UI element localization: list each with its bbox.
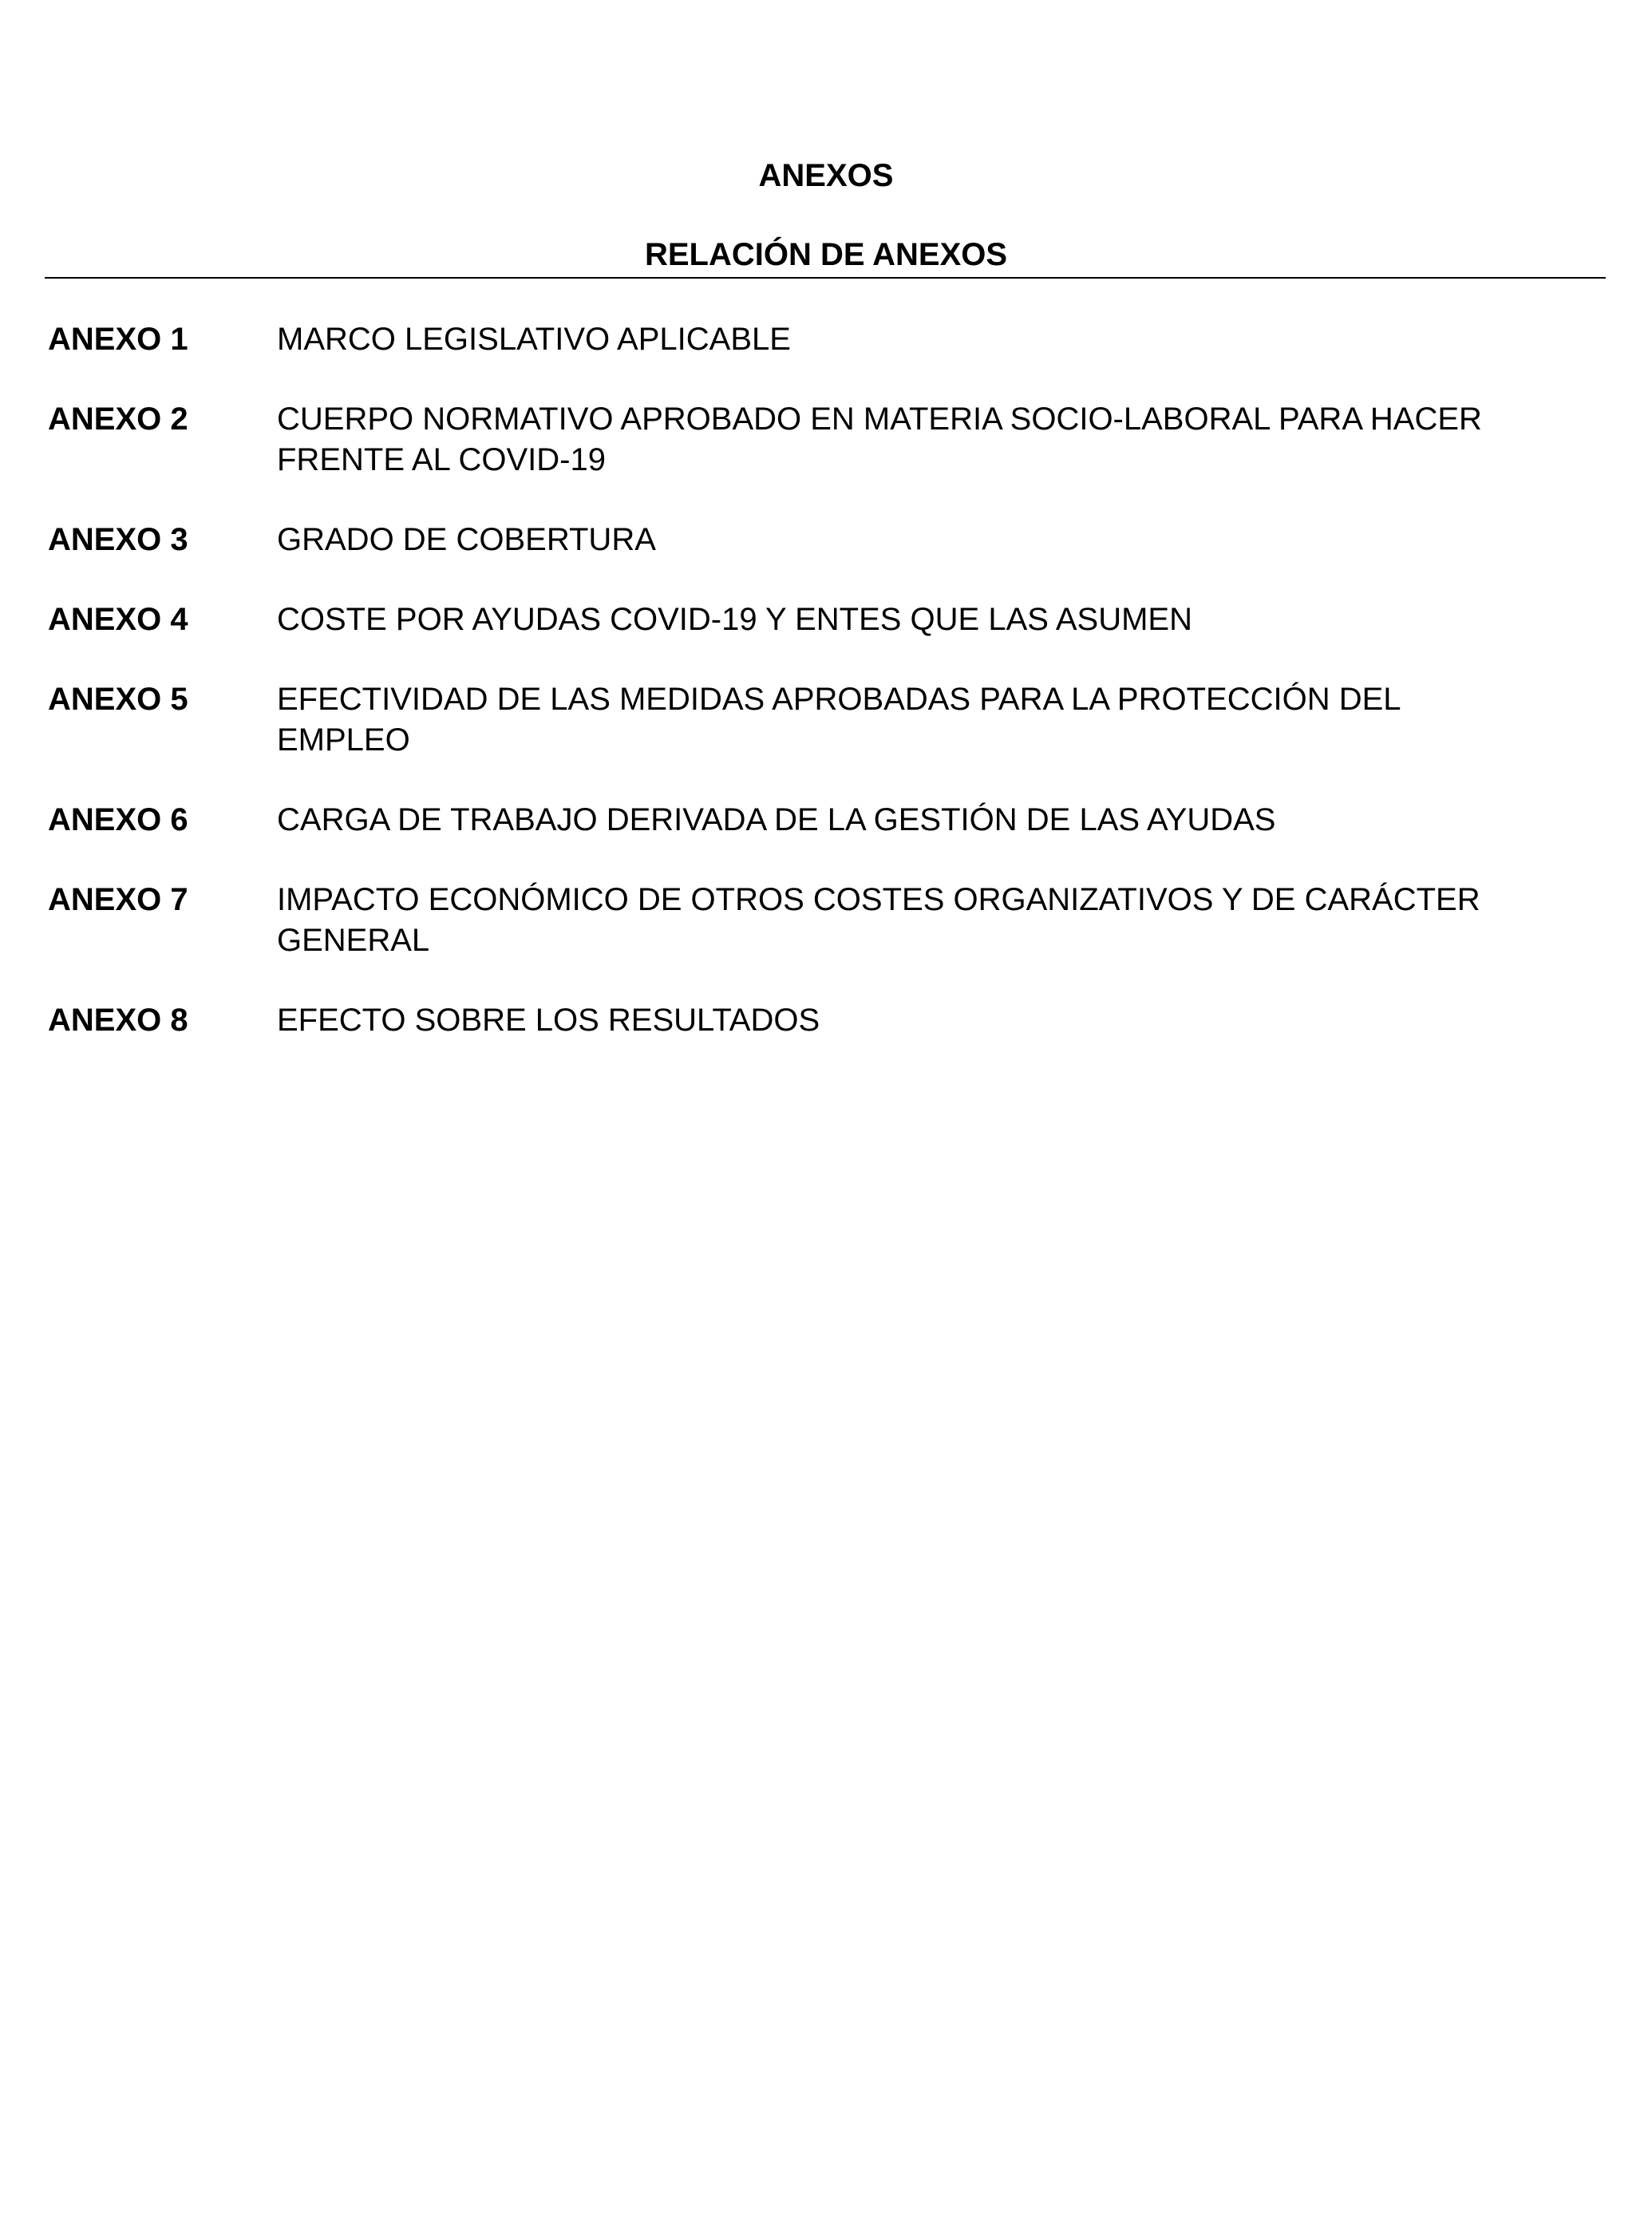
annex-label: ANEXO 5 <box>48 682 188 717</box>
title-divider <box>45 277 1606 279</box>
annex-label: ANEXO 7 <box>48 882 188 917</box>
annex-title: EFECTO SOBRE LOS RESULTADOS <box>277 1003 820 1038</box>
section-title: RELACIÓN DE ANEXOS <box>644 237 1008 272</box>
annex-item-8 <box>48 1000 1564 1041</box>
annex-item-5 <box>48 679 1564 761</box>
annex-item-7 <box>48 880 1564 961</box>
annex-title: COSTE POR AYUDAS COVID-19 Y ENTES QUE LAS ASUMEN <box>277 602 1192 637</box>
annex-label: ANEXO 1 <box>48 322 188 357</box>
annex-label: ANEXO 6 <box>48 802 188 837</box>
page-title: ANEXOS <box>758 158 894 193</box>
annex-item-6 <box>48 800 1564 841</box>
annex-item-1 <box>48 319 1564 360</box>
annex-list <box>48 319 1564 1080</box>
annex-title: MARCO LEGISLATIVO APLICABLE <box>277 322 791 357</box>
annex-title: CARGA DE TRABAJO DERIVADA DE LA GESTIÓN DE LAS AYUDAS <box>277 802 1276 837</box>
annex-title: GRADO DE COBERTURA <box>277 522 656 557</box>
annex-item-2 <box>48 399 1564 481</box>
annex-title: CUERPO NORMATIVO APROBADO EN MATERIA SOCIO-LABORAL PARA HACER FRENTE AL COVID-19 <box>277 402 1482 477</box>
annex-title: EFECTIVIDAD DE LAS MEDIDAS APROBADAS PARA LA PROTECCIÓN DEL EMPLEO <box>277 682 1401 758</box>
annex-title: IMPACTO ECONÓMICO DE OTROS COSTES ORGANIZATIVOS Y DE CARÁCTER GENERAL <box>277 882 1480 958</box>
annex-label: ANEXO 4 <box>48 602 188 637</box>
annex-label: ANEXO 2 <box>48 402 188 437</box>
annex-label: ANEXO 8 <box>48 1003 188 1038</box>
annex-label: ANEXO 3 <box>48 522 188 557</box>
annex-item-4 <box>48 600 1564 640</box>
annex-item-3 <box>48 520 1564 560</box>
